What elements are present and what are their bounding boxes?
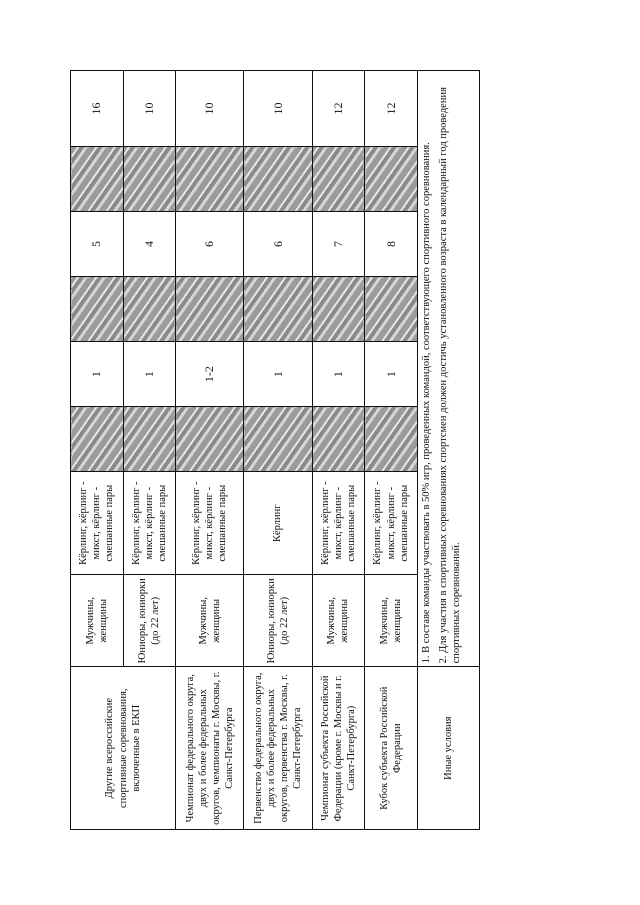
participants-cell: Мужчины, женщины xyxy=(176,575,244,667)
value-cell: 1 xyxy=(244,342,312,407)
competition-cell: Первенство федерального округа, двух и более федеральных округов, первенства г. Москвы, г. Санкт-Петербурга xyxy=(244,667,312,830)
participants-cell: Мужчины, женщины xyxy=(312,575,365,667)
participants-cell: Мужчины, женщины xyxy=(365,575,418,667)
value-cell: 7 xyxy=(312,212,365,277)
value-cell: 1 xyxy=(123,342,176,407)
value-cell: 1-2 xyxy=(176,342,244,407)
value-cell: 6 xyxy=(244,212,312,277)
note-1: 1. В составе команды участвовать в 50% игр, проведенных командой, соответствующего спортивного соревнования. xyxy=(420,142,432,664)
rotated-table-container xyxy=(70,70,480,830)
shaded-cell xyxy=(244,277,312,342)
shaded-cell xyxy=(312,146,365,211)
value-cell: 1 xyxy=(365,342,418,407)
shaded-cell xyxy=(176,277,244,342)
shaded-cell xyxy=(176,146,244,211)
value-cell: 10 xyxy=(123,71,176,147)
competition-cell: Чемпионат субъекта Российской Федерации (кроме г. Москвы и г. Санкт-Петербурга) xyxy=(312,667,365,830)
shaded-cell xyxy=(312,407,365,472)
shaded-cell xyxy=(244,146,312,211)
discipline-cell: Кёрлинг xyxy=(244,472,312,575)
shaded-cell xyxy=(71,146,124,211)
table-row xyxy=(312,71,365,830)
shaded-cell xyxy=(244,407,312,472)
shaded-cell xyxy=(365,146,418,211)
requirements-table xyxy=(70,70,480,830)
value-cell: 1 xyxy=(312,342,365,407)
discipline-cell: Кёрлинг, кёрлинг - микст, кёрлинг - смешанные пары xyxy=(123,472,176,575)
table-row xyxy=(244,71,312,830)
participants-cell: Мужчины, женщины xyxy=(71,575,124,667)
participants-cell: Юниоры, юниорки (до 22 лет) xyxy=(244,575,312,667)
shaded-cell xyxy=(123,277,176,342)
table-row xyxy=(176,71,244,830)
shaded-cell xyxy=(365,407,418,472)
value-cell: 10 xyxy=(176,71,244,147)
value-cell: 6 xyxy=(176,212,244,277)
shaded-cell xyxy=(312,277,365,342)
discipline-cell: Кёрлинг, кёрлинг - микст, кёрлинг - смешанные пары xyxy=(312,472,365,575)
discipline-cell: Кёрлинг, кёрлинг - микст, кёрлинг - смешанные пары xyxy=(176,472,244,575)
participants-cell: Юниоры, юниорки (до 22 лет) xyxy=(123,575,176,667)
shaded-cell xyxy=(71,407,124,472)
competition-cell: Кубок субъекта Российской Федерации xyxy=(365,667,418,830)
discipline-cell: Кёрлинг, кёрлинг - микст, кёрлинг - смешанные пары xyxy=(71,472,124,575)
note-2: 2. Для участия в спортивных соревнованиях спортсмен должен достичь установленного возраста в календарный год проведения спортивных соревнований. xyxy=(438,87,463,664)
competition-cell: Чемпионат федерального округа, двух и более федеральных округов, чемпионаты г. Москвы, г. Санкт-Петербурга xyxy=(176,667,244,830)
other-conditions-notes xyxy=(417,71,479,667)
value-cell: 12 xyxy=(312,71,365,147)
other-conditions-label: Иные условия xyxy=(417,667,479,830)
value-cell: 12 xyxy=(365,71,418,147)
table-row xyxy=(365,71,418,830)
discipline-cell: Кёрлинг, кёрлинг - микст, кёрлинг - смешанные пары xyxy=(365,472,418,575)
shaded-cell xyxy=(71,277,124,342)
value-cell: 1 xyxy=(71,342,124,407)
value-cell: 8 xyxy=(365,212,418,277)
value-cell: 10 xyxy=(244,71,312,147)
other-conditions-row xyxy=(417,71,479,830)
shaded-cell xyxy=(123,146,176,211)
shaded-cell xyxy=(176,407,244,472)
value-cell: 16 xyxy=(71,71,124,147)
shaded-cell xyxy=(123,407,176,472)
table-row xyxy=(71,71,124,830)
value-cell: 5 xyxy=(71,212,124,277)
competition-cell: Другие всероссийские спортивные соревнования, включенные в ЕКП xyxy=(71,667,176,830)
value-cell: 4 xyxy=(123,212,176,277)
shaded-cell xyxy=(365,277,418,342)
